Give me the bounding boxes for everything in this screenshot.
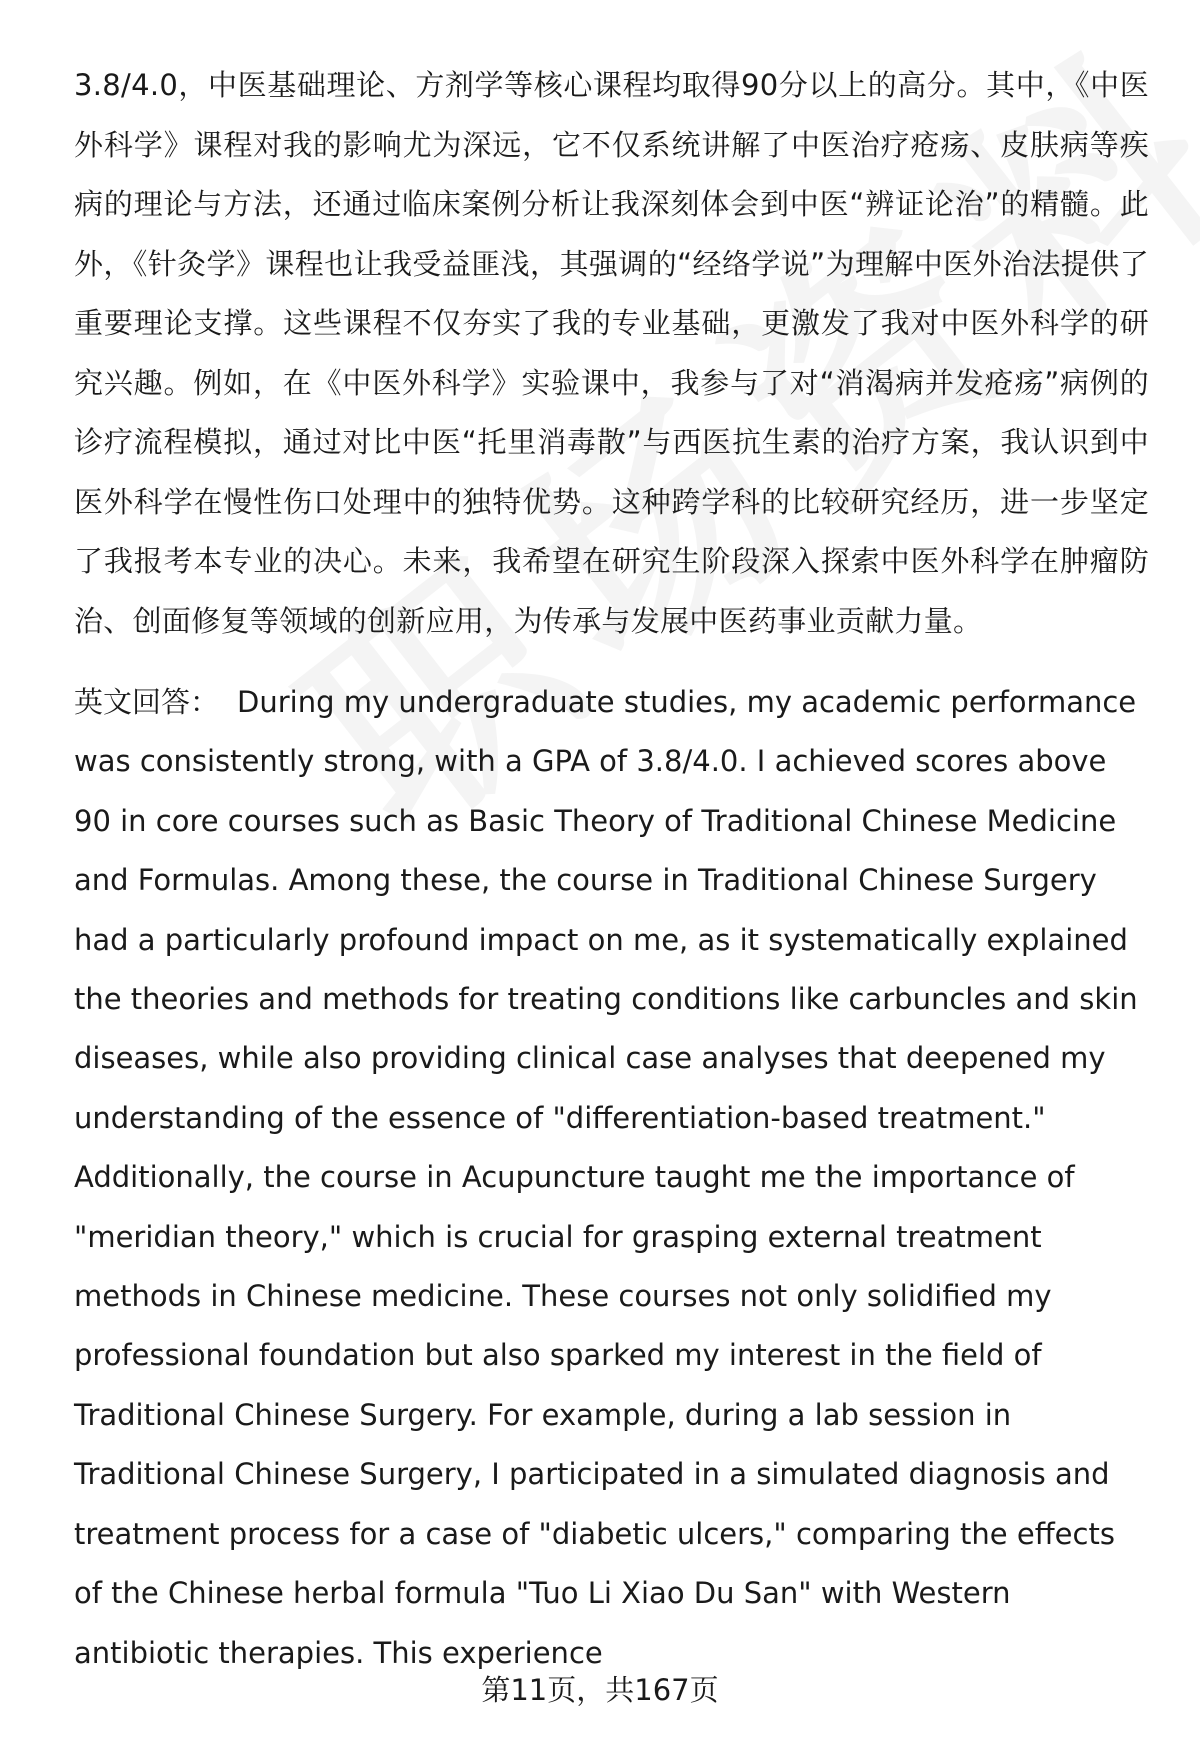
page-number-footer: 第11页，共167页: [481, 1673, 719, 1707]
english-answer-paragraph: [74, 673, 1149, 1683]
english-answer-label: 英文回答：: [74, 685, 220, 719]
english-answer-text: During my undergraduate studies, my academic performance was consistently strong, with a GPA of 3.8/4.0. I achieved scores above 90 in core courses such as Basic Theory of Traditional Chinese Medicine and Formulas. Among these, the course in Traditional Chinese Surgery had a particularly profound impact on me, as it systematically explained the theories and methods for treating conditions like carbuncles and skin diseases, while also providing clinical case analyses that deepened my understanding of the essence of "differentiation-based treatment." Additionally, the course in Acupuncture taught me the importance of "meridian theory," which is crucial for grasping external treatment methods in Chinese medicine. These courses not only solidified my professional foundation but also sparked my interest in the field of Traditional Chinese Surgery. For example, during a lab session in Traditional Chinese Surgery, I participated in a simulated diagnosis and treatment process for a case of "diabetic ulcers," comparing the effects of the Chinese herbal formula "Tuo Li Xiao Du San" with Western antibiotic therapies. This experience: [74, 685, 1138, 1670]
document-body: [74, 56, 1149, 1683]
chinese-answer-paragraph: 3.8/4.0，中医基础理论、方剂学等核心课程均取得90分以上的高分。其中，《中医外科学》课程对我的影响尤为深远，它不仅系统讲解了中医治疗疮疡、皮肤病等疾病的理论与方法，还通过临床案例分析让我深刻体会到中医“辨证论治”的精髓。此外，《针灸学》课程也让我受益匪浅，其强调的“经络学说”为理解中医外治法提供了重要理论支撑。这些课程不仅夯实了我的专业基础，更激发了我对中医外科学的研究兴趣。例如，在《中医外科学》实验课中，我参与了对“消渴病并发疮疡”病例的诊疗流程模拟，通过对比中医“托里消毒散”与西医抗生素的治疗方案，我认识到中医外科学在慢性伤口处理中的独特优势。这种跨学科的比较研究经历，进一步坚定了我报考本专业的决心。未来，我希望在研究生阶段深入探索中医外科学在肿瘤防治、创面修复等领域的创新应用，为传承与发展中医药事业贡献力量。: [74, 68, 1149, 638]
